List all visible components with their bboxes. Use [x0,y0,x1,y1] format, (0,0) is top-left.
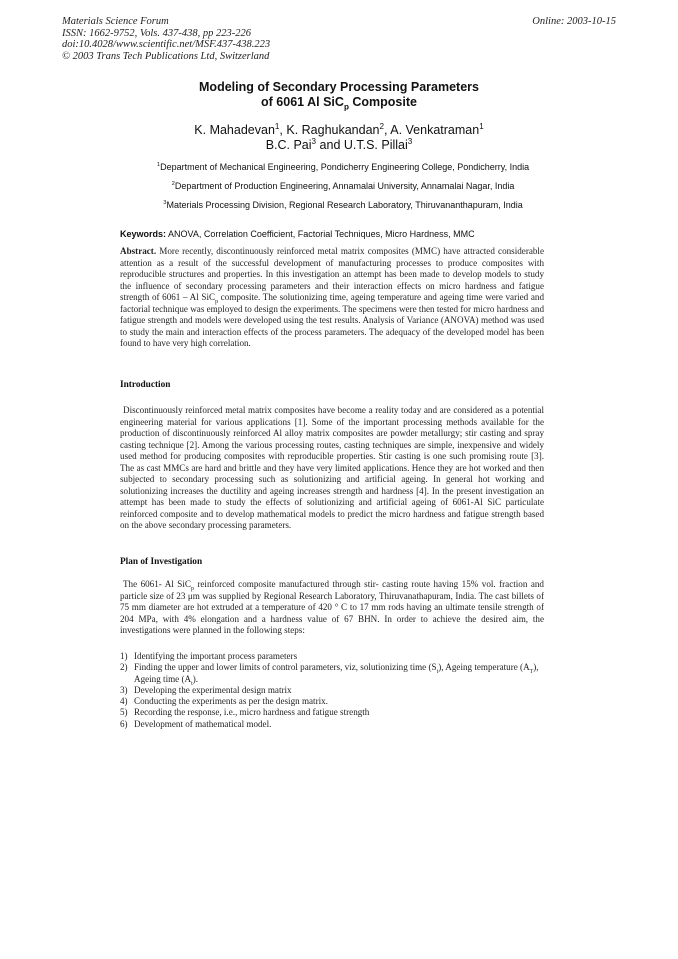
list-item: 5) Recording the response, i.e., micro hardness and fatigue strength [120,707,370,718]
plan-text: The 6061- Al SiC$_p$ reinforced composite manufactured through stir- casting route having 15% vol. fraction and particle size of 23 μm was supplied by Regional Research Laboratory, Thiruvanathapuram, India. The cast billets of 75 mm diameter are hot extruded at a temperature of 420 ° C to 17 mm rods having an ultimate tensile strength of 204 MPa, with 4% elongation and a hardness value of 67 BHN. In order to achieve the desired aim, the investigations were planned in the following steps: [120,579,544,635]
plan-heading: Plan of Investigation [120,557,203,567]
journal-header [62,16,270,62]
doi-line: doi:10.4028/www.scientific.net/MSF.437-438.223 [62,39,271,51]
keywords-text: ANOVA, Correlation Coefficient, Factorial Techniques, Micro Hardness, MMC [166,229,475,239]
author-list [0,123,678,153]
introduction-heading: Introduction [120,380,171,390]
authors-line-2: B.C. Pai$^3$ and U.T.S. Pillai$^3$ [265,136,413,152]
keywords [120,229,580,239]
affiliation-3: $^3$Materials Processing Division, Regional Research Laboratory, Thiruvananthapuram, India [163,200,523,210]
online-date: Online: 2003-10-15 [532,16,616,27]
title-line-2: of 6061 Al SiC$_p$ Composite [261,95,417,112]
affiliation-2: $^2$Department of Production Engineering, Annamalai University, Annamalai Nagar, India [171,181,515,191]
list-item: 4) Conducting the experiments as per the design matrix. [120,696,328,707]
authors-line-1: K. Mahadevan$^1$, K. Raghukandan$^2$, A. Venkatraman$^1$ [194,121,484,137]
issn-line: ISSN: 1662-9752, Vols. 437-438, pp 223-226 [62,27,251,39]
journal-name: Materials Science Forum [62,16,169,27]
list-item: 3) Developing the experimental design matrix [120,684,292,695]
abstract: Abstract. More recently, discontinuously reinforced metal matrix composites (MMC) have attracted considerable attention as a result of the successful development of manufacturing processes to produce composites with reproducible structures and properties. In this investigation an attempt has been made to develop models to study the influence of secondary processing parameters and their interaction effects on micro hardness and fatigue strength of 6061 – Al SiC$_p$ composite. The solutionizing time, ageing temperature and ageing time were varied and factorial technique was employed to design the experiments. The specimens were then tested for micro hardness and fatigue strength and models were developed using the test results. Analysis of Variance (ANOVA) method was used to study the main and interaction effects of the process parameters. The adequacy of the developed model has been found to have very high correlation. [120,246,544,348]
list-item: 6) Development of mathematical model. [120,718,272,729]
investigation-steps [120,651,544,730]
title-line-1: Modeling of Secondary Processing Parameters [199,80,479,94]
abstract-label: Abstract. [120,246,157,256]
keywords-label: Keywords: [120,229,167,239]
copyright-line: © 2003 Trans Tech Publications Ltd, Switzerland [62,50,270,62]
paper-title [0,80,678,110]
list-item: 1) Identifying the important process parameters [120,651,298,661]
introduction-text: Discontinuously reinforced metal matrix composites have become a reality today and are considered as a potential engineering material for various applications [1]. Some of the important processing methods available for the production of discontinuously reinforced Al alloy matrix composites are powder metallurgy; stir casting and spray casting technique [2]. Among the various processing routes, casting techniques are simple, inexpensive and widely used method for producing composites with reproducible properties. Stir casting is one such promising route [3]. The as cast MMCs are hard and brittle and they have very limited applications. Hence they are hot worked and then subjected to secondary processing such as solutionizing and artificial ageing. In general hot working and solutionizing increases the ductility and ageing increases strength and hardness [4]. In the present investigation an attempt has been made to study the effects of solutionizing and artificial ageing of 6061-Al SiC particulate reinforced composite and to develop mathematical models to predict the micro hardness and fatigue strength based on the above secondary processing parameters. [120,405,544,530]
list-item: 2) Finding the upper and lower limits of control parameters, viz, solutionizing time $(S_t)$, Ageing temperature $(A_T)$, Ageing time $(A_t)$. [120,662,539,687]
affiliation-1: $^1$Department of Mechanical Engineering, Pondicherry Engineering College, Pondicherry, India [156,162,530,172]
affiliations [0,158,678,215]
